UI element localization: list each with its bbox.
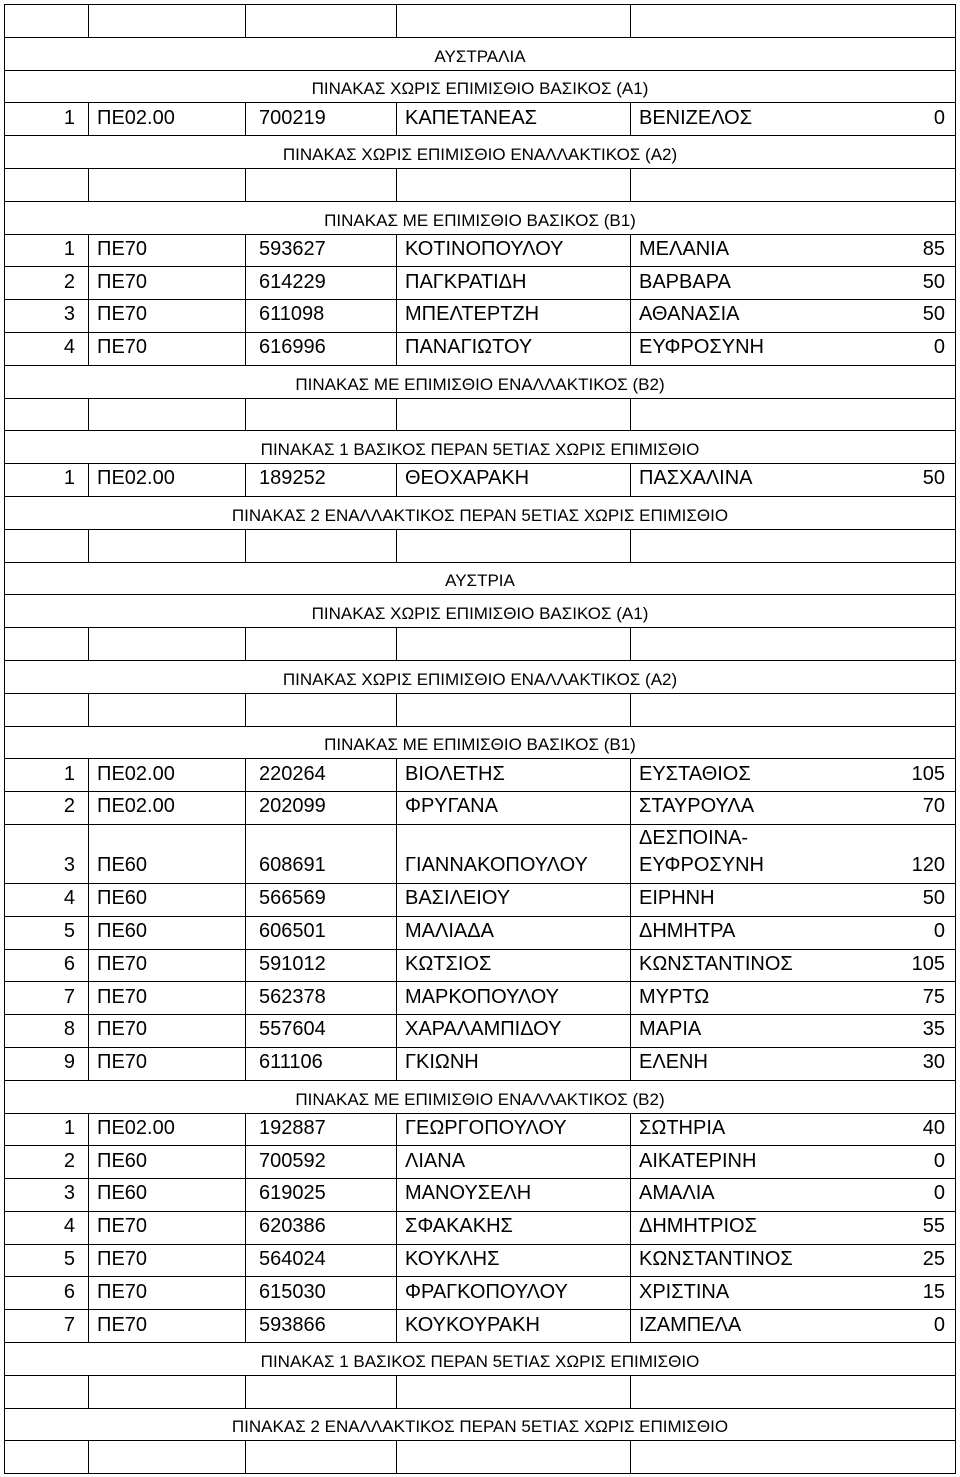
table-row: [5, 332, 956, 365]
specialty-cell: ΠΕ70: [89, 300, 246, 333]
table-row: [5, 916, 956, 949]
empty-cell: [397, 1441, 631, 1474]
points-cell: 25: [871, 1244, 956, 1277]
specialty-cell: ΠΕ70: [89, 982, 246, 1015]
empty-row: [5, 628, 956, 661]
surname-cell: ΘΕΟΧΑΡΑΚΗ: [397, 464, 631, 497]
table-title-row: [5, 595, 956, 628]
table-title-row: [5, 70, 956, 103]
empty-cell: [871, 1375, 956, 1408]
table-row: [5, 267, 956, 300]
country-heading: ΑΥΣΤΡΙΑ: [5, 562, 956, 595]
empty-row: [5, 693, 956, 726]
empty-cell: [246, 398, 397, 431]
table-title-row: [5, 1080, 956, 1113]
empty-cell: [871, 398, 956, 431]
rank-cell: 8: [5, 1015, 89, 1048]
table-row: [5, 1179, 956, 1212]
rank-cell: 1: [5, 1113, 89, 1146]
specialty-cell: ΠΕ60: [89, 883, 246, 916]
registry-number-cell: 620386: [246, 1211, 397, 1244]
table-row: [5, 1310, 956, 1343]
surname-cell: ΦΡΥΓΑΝΑ: [397, 792, 631, 825]
rank-cell: 7: [5, 1310, 89, 1343]
empty-cell: [631, 5, 871, 38]
empty-row: [5, 398, 956, 431]
first-name-cell: ΕΥΣΤΑΘΙΟΣ: [631, 759, 871, 792]
surname-cell: ΚΟΤΙΝΟΠΟΥΛΟΥ: [397, 234, 631, 267]
empty-cell: [89, 1441, 246, 1474]
rank-cell: 3: [5, 824, 89, 883]
empty-cell: [5, 5, 89, 38]
table-row: [5, 1146, 956, 1179]
registry-number-cell: 615030: [246, 1277, 397, 1310]
rank-cell: 3: [5, 300, 89, 333]
points-cell: 85: [871, 234, 956, 267]
table-title: ΠΙΝΑΚΑΣ ΧΩΡΙΣ ΕΠΙΜΙΣΘΙΟ ΒΑΣΙΚΟΣ (Α1): [5, 70, 956, 103]
empty-cell: [89, 168, 246, 201]
empty-cell: [5, 529, 89, 562]
empty-cell: [89, 1375, 246, 1408]
specialty-cell: ΠΕ70: [89, 949, 246, 982]
table-title: ΠΙΝΑΚΑΣ ΜΕ ΕΠΙΜΙΣΘΙΟ ΕΝΑΛΛΑΚΤΙΚΟΣ (Β2): [5, 365, 956, 398]
empty-cell: [246, 1375, 397, 1408]
registry-number-cell: 192887: [246, 1113, 397, 1146]
empty-cell: [246, 529, 397, 562]
rank-cell: 2: [5, 1146, 89, 1179]
surname-cell: ΜΑΛΙΑΔΑ: [397, 916, 631, 949]
specialty-cell: ΠΕ70: [89, 1244, 246, 1277]
table-title: ΠΙΝΑΚΑΣ ΜΕ ΕΠΙΜΙΣΘΙΟ ΒΑΣΙΚΟΣ (Β1): [5, 726, 956, 759]
empty-cell: [246, 1441, 397, 1474]
table-row: [5, 824, 956, 883]
table-row: [5, 792, 956, 825]
empty-cell: [5, 168, 89, 201]
empty-cell: [397, 693, 631, 726]
surname-cell: ΠΑΓΚΡΑΤΙΔΗ: [397, 267, 631, 300]
points-cell: 0: [871, 332, 956, 365]
registry-number-cell: 611098: [246, 300, 397, 333]
surname-cell: ΣΦΑΚΑΚΗΣ: [397, 1211, 631, 1244]
empty-cell: [871, 1441, 956, 1474]
rank-cell: 1: [5, 464, 89, 497]
empty-cell: [246, 693, 397, 726]
empty-cell: [5, 398, 89, 431]
first-name-cell: ΔΕΣΠΟΙΝΑ-ΕΥΦΡΟΣΥΝΗ: [631, 824, 871, 883]
surname-cell: ΜΠΕΛΤΕΡΤΖΗ: [397, 300, 631, 333]
points-cell: 50: [871, 300, 956, 333]
points-cell: 0: [871, 103, 956, 136]
points-cell: 0: [871, 1310, 956, 1343]
table-row: [5, 759, 956, 792]
table-row: [5, 464, 956, 497]
specialty-cell: ΠΕ70: [89, 1211, 246, 1244]
surname-cell: ΦΡΑΓΚΟΠΟΥΛΟΥ: [397, 1277, 631, 1310]
points-cell: 105: [871, 949, 956, 982]
empty-row: [5, 529, 956, 562]
table-title-row: [5, 365, 956, 398]
first-name-cell: ΚΩΝΣΤΑΝΤΙΝΟΣ: [631, 949, 871, 982]
empty-row: [5, 1441, 956, 1474]
table-title-row: [5, 201, 956, 234]
empty-cell: [5, 1441, 89, 1474]
registry-number-cell: 700219: [246, 103, 397, 136]
rank-cell: 1: [5, 103, 89, 136]
registry-number-cell: 220264: [246, 759, 397, 792]
points-cell: 35: [871, 1015, 956, 1048]
first-name-cell: ΣΤΑΥΡΟΥΛΑ: [631, 792, 871, 825]
table-title: ΠΙΝΑΚΑΣ 1 ΒΑΣΙΚΟΣ ΠΕΡΑΝ 5ΕΤΙΑΣ ΧΩΡΙΣ ΕΠΙΜΙΣΘΙΟ: [5, 1343, 956, 1376]
first-name-cell: ΑΘΑΝΑΣΙΑ: [631, 300, 871, 333]
rank-cell: 6: [5, 1277, 89, 1310]
empty-row: [5, 1375, 956, 1408]
registry-number-cell: 593866: [246, 1310, 397, 1343]
table-title: ΠΙΝΑΚΑΣ ΜΕ ΕΠΙΜΙΣΘΙΟ ΒΑΣΙΚΟΣ (Β1): [5, 201, 956, 234]
surname-cell: ΓΚΙΩΝΗ: [397, 1047, 631, 1080]
table-row: [5, 300, 956, 333]
country-heading-row: [5, 37, 956, 70]
points-cell: 0: [871, 916, 956, 949]
first-name-cell: ΒΑΡΒΑΡΑ: [631, 267, 871, 300]
table-row: [5, 103, 956, 136]
registry-number-cell: 202099: [246, 792, 397, 825]
specialty-cell: ΠΕ60: [89, 1179, 246, 1212]
empty-cell: [631, 398, 871, 431]
registry-number-cell: 564024: [246, 1244, 397, 1277]
specialty-cell: ΠΕ60: [89, 824, 246, 883]
table-title: ΠΙΝΑΚΑΣ ΧΩΡΙΣ ΕΠΙΜΙΣΘΙΟ ΒΑΣΙΚΟΣ (Α1): [5, 595, 956, 628]
first-name-cell: ΔΗΜΗΤΡΙΟΣ: [631, 1211, 871, 1244]
points-cell: 40: [871, 1113, 956, 1146]
table-row: [5, 949, 956, 982]
empty-cell: [871, 168, 956, 201]
surname-cell: ΚΟΥΚΟΥΡΑΚΗ: [397, 1310, 631, 1343]
registry-number-cell: 557604: [246, 1015, 397, 1048]
registry-number-cell: 619025: [246, 1179, 397, 1212]
specialty-cell: ΠΕ70: [89, 332, 246, 365]
rank-cell: 6: [5, 949, 89, 982]
points-cell: 0: [871, 1146, 956, 1179]
empty-cell: [397, 628, 631, 661]
surname-cell: ΜΑΝΟΥΣΕΛΗ: [397, 1179, 631, 1212]
empty-cell: [871, 693, 956, 726]
table-title-row: [5, 496, 956, 529]
specialty-cell: ΠΕ02.00: [89, 792, 246, 825]
specialty-cell: ΠΕ70: [89, 1047, 246, 1080]
points-cell: 30: [871, 1047, 956, 1080]
rank-cell: 4: [5, 1211, 89, 1244]
empty-cell: [397, 529, 631, 562]
registry-number-cell: 189252: [246, 464, 397, 497]
registry-number-cell: 614229: [246, 267, 397, 300]
surname-cell: ΓΙΑΝΝΑΚΟΠΟΥΛΟΥ: [397, 824, 631, 883]
specialty-cell: ΠΕ70: [89, 1015, 246, 1048]
first-name-cell: ΧΡΙΣΤΙΝΑ: [631, 1277, 871, 1310]
table-title: ΠΙΝΑΚΑΣ 2 ΕΝΑΛΛΑΚΤΙΚΟΣ ΠΕΡΑΝ 5ΕΤΙΑΣ ΧΩΡΙΣ ΕΠΙΜΙΣΘΙΟ: [5, 1408, 956, 1441]
empty-cell: [5, 628, 89, 661]
table-row: [5, 234, 956, 267]
table-row: [5, 1113, 956, 1146]
registry-number-cell: 608691: [246, 824, 397, 883]
rank-cell: 1: [5, 234, 89, 267]
points-cell: 75: [871, 982, 956, 1015]
table-row: [5, 982, 956, 1015]
specialty-cell: ΠΕ70: [89, 1277, 246, 1310]
empty-cell: [631, 693, 871, 726]
surname-cell: ΒΑΣΙΛΕΙΟΥ: [397, 883, 631, 916]
first-name-cell: ΕΥΦΡΟΣΥΝΗ: [631, 332, 871, 365]
rank-cell: 5: [5, 1244, 89, 1277]
first-name-cell: ΜΕΛΑΝΙΑ: [631, 234, 871, 267]
registry-number-cell: 562378: [246, 982, 397, 1015]
points-cell: 15: [871, 1277, 956, 1310]
surname-cell: ΚΩΤΣΙΟΣ: [397, 949, 631, 982]
points-cell: 0: [871, 1179, 956, 1212]
registry-number-cell: 611106: [246, 1047, 397, 1080]
first-name-cell: ΚΩΝΣΤΑΝΤΙΝΟΣ: [631, 1244, 871, 1277]
empty-cell: [89, 398, 246, 431]
surname-cell: ΚΑΠΕΤΑΝΕΑΣ: [397, 103, 631, 136]
points-cell: 105: [871, 759, 956, 792]
points-cell: 70: [871, 792, 956, 825]
empty-cell: [397, 398, 631, 431]
surname-cell: ΛΙΑΝΑ: [397, 1146, 631, 1179]
table-title-row: [5, 136, 956, 169]
empty-cell: [89, 693, 246, 726]
table-row: [5, 1211, 956, 1244]
rank-cell: 5: [5, 916, 89, 949]
registry-number-cell: 700592: [246, 1146, 397, 1179]
registry-number-cell: 606501: [246, 916, 397, 949]
surname-cell: ΓΕΩΡΓΟΠΟΥΛΟΥ: [397, 1113, 631, 1146]
table-row: [5, 883, 956, 916]
points-cell: 55: [871, 1211, 956, 1244]
surname-cell: ΠΑΝΑΓΙΩΤΟΥ: [397, 332, 631, 365]
rank-cell: 4: [5, 883, 89, 916]
rank-cell: 3: [5, 1179, 89, 1212]
empty-cell: [631, 529, 871, 562]
specialty-cell: ΠΕ02.00: [89, 1113, 246, 1146]
points-cell: 50: [871, 883, 956, 916]
empty-cell: [5, 693, 89, 726]
rank-cell: 9: [5, 1047, 89, 1080]
empty-cell: [89, 5, 246, 38]
first-name-cell: ΔΗΜΗΤΡΑ: [631, 916, 871, 949]
rank-cell: 2: [5, 792, 89, 825]
first-name-cell: ΙΖΑΜΠΕΛΑ: [631, 1310, 871, 1343]
empty-cell: [89, 529, 246, 562]
first-name-cell: ΑΜΑΛΙΑ: [631, 1179, 871, 1212]
first-name-cell: ΠΑΣΧΑΛΙΝΑ: [631, 464, 871, 497]
empty-row: [5, 168, 956, 201]
table-row: [5, 1244, 956, 1277]
registry-number-cell: 591012: [246, 949, 397, 982]
rank-cell: 1: [5, 759, 89, 792]
table-title: ΠΙΝΑΚΑΣ ΜΕ ΕΠΙΜΙΣΘΙΟ ΕΝΑΛΛΑΚΤΙΚΟΣ (Β2): [5, 1080, 956, 1113]
empty-cell: [397, 1375, 631, 1408]
country-heading: ΑΥΣΤΡΑΛΙΑ: [5, 37, 956, 70]
first-name-cell: ΑΙΚΑΤΕΡΙΝΗ: [631, 1146, 871, 1179]
specialty-cell: ΠΕ02.00: [89, 464, 246, 497]
table-title: ΠΙΝΑΚΑΣ ΧΩΡΙΣ ΕΠΙΜΙΣΘΙΟ ΕΝΑΛΛΑΚΤΙΚΟΣ (Α2): [5, 136, 956, 169]
specialty-cell: ΠΕ70: [89, 1310, 246, 1343]
surname-cell: ΜΑΡΚΟΠΟΥΛΟΥ: [397, 982, 631, 1015]
table-row: [5, 1277, 956, 1310]
points-cell: 50: [871, 464, 956, 497]
first-name-cell: ΣΩΤΗΡΙΑ: [631, 1113, 871, 1146]
specialty-cell: ΠΕ60: [89, 916, 246, 949]
table-body: [5, 5, 956, 1474]
empty-cell: [631, 1441, 871, 1474]
first-name-cell: ΒΕΝΙΖΕΛΟΣ: [631, 103, 871, 136]
empty-cell: [397, 168, 631, 201]
specialty-cell: ΠΕ02.00: [89, 103, 246, 136]
empty-cell: [89, 628, 246, 661]
first-name-cell: ΕΛΕΝΗ: [631, 1047, 871, 1080]
empty-cell: [246, 628, 397, 661]
empty-cell: [246, 5, 397, 38]
table-title-row: [5, 431, 956, 464]
registry-number-cell: 593627: [246, 234, 397, 267]
table-row: [5, 1015, 956, 1048]
surname-cell: ΚΟΥΚΛΗΣ: [397, 1244, 631, 1277]
placement-table: [4, 4, 956, 1474]
empty-cell: [871, 529, 956, 562]
rank-cell: 4: [5, 332, 89, 365]
table-title-row: [5, 660, 956, 693]
table-title-row: [5, 726, 956, 759]
first-name-cell: ΕΙΡΗΝΗ: [631, 883, 871, 916]
specialty-cell: ΠΕ70: [89, 234, 246, 267]
empty-cell: [397, 5, 631, 38]
empty-cell: [871, 5, 956, 38]
rank-cell: 2: [5, 267, 89, 300]
table-title-row: [5, 1343, 956, 1376]
table-title: ΠΙΝΑΚΑΣ 2 ΕΝΑΛΛΑΚΤΙΚΟΣ ΠΕΡΑΝ 5ΕΤΙΑΣ ΧΩΡΙΣ ΕΠΙΜΙΣΘΙΟ: [5, 496, 956, 529]
registry-number-cell: 566569: [246, 883, 397, 916]
specialty-cell: ΠΕ60: [89, 1146, 246, 1179]
empty-cell: [631, 168, 871, 201]
surname-cell: ΒΙΟΛΕΤΗΣ: [397, 759, 631, 792]
empty-cell: [246, 168, 397, 201]
first-name-cell: ΜΑΡΙΑ: [631, 1015, 871, 1048]
empty-row: [5, 5, 956, 38]
points-cell: 120: [871, 824, 956, 883]
specialty-cell: ΠΕ70: [89, 267, 246, 300]
table-title: ΠΙΝΑΚΑΣ ΧΩΡΙΣ ΕΠΙΜΙΣΘΙΟ ΕΝΑΛΛΑΚΤΙΚΟΣ (Α2): [5, 660, 956, 693]
rank-cell: 7: [5, 982, 89, 1015]
country-heading-row: [5, 562, 956, 595]
first-name-cell: ΜΥΡΤΩ: [631, 982, 871, 1015]
table-title-row: [5, 1408, 956, 1441]
registry-number-cell: 616996: [246, 332, 397, 365]
empty-cell: [871, 628, 956, 661]
table-title: ΠΙΝΑΚΑΣ 1 ΒΑΣΙΚΟΣ ΠΕΡΑΝ 5ΕΤΙΑΣ ΧΩΡΙΣ ΕΠΙΜΙΣΘΙΟ: [5, 431, 956, 464]
empty-cell: [5, 1375, 89, 1408]
specialty-cell: ΠΕ02.00: [89, 759, 246, 792]
empty-cell: [631, 628, 871, 661]
surname-cell: ΧΑΡΑΛΑΜΠΙΔΟΥ: [397, 1015, 631, 1048]
empty-cell: [631, 1375, 871, 1408]
points-cell: 50: [871, 267, 956, 300]
table-row: [5, 1047, 956, 1080]
